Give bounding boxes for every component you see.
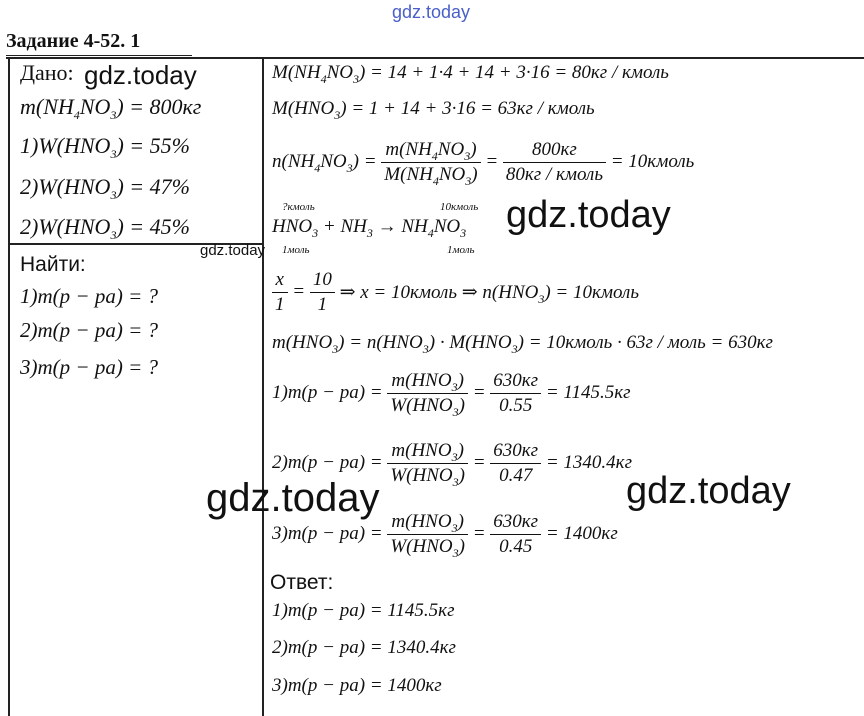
given-label: Дано: — [20, 60, 74, 85]
reaction-below-right: 1моль — [447, 244, 475, 256]
task-title: Задание 4-52. 1 — [6, 30, 141, 52]
solution-3-equation: 3)m(p − pa) = $\frac{m(HNO_3)}{W(HNO_3)}$ = $\frac{630кг}{0.45}$ = 1400кг — [272, 510, 618, 560]
table-divider-vertical — [262, 57, 264, 716]
solution-2-equation: 2)m(p − pa) = $\frac{m(HNO_3)}{W(HNO_3)}$ = $\frac{630кг}{0.47}$ = 1340.4кг — [272, 439, 632, 489]
solution-1-equation: 1)m(p − pa) = $\frac{m(HNO_3)}{W(HNO_3)}$ = $\frac{630кг}{0.55}$ = 1145.5кг — [272, 369, 631, 419]
title-underline — [6, 55, 192, 56]
amount-nh4no3-equation: $n(NH_4NO_3)$ = $\frac{m(NH_4NO_3)}{M(NH_4NO_3)}$ = $\frac{800кг}{\text{80кг / кмоль}}$ = 10кмоль — [272, 138, 695, 188]
proportion-equation: $\frac{x}{1}$ = $\frac{10}{1}$ ⇒ x = 10кмоль ⇒ $n(HNO_3)$ = 10кмоль — [272, 266, 639, 318]
given-w2: $2)W(HNO_3) = 47\%$ — [20, 174, 190, 202]
reaction-below-left: 1моль — [282, 244, 310, 256]
answer-1: 1)m(p − pa) = 1145.5кг — [272, 600, 455, 621]
watermark-left-big: gdz.today — [206, 476, 380, 520]
reaction-above-left: ?кмоль — [282, 201, 315, 213]
find-label: Найти: — [20, 253, 86, 276]
watermark-given: gdz.today — [84, 60, 197, 90]
answer-2: 2)m(p − pa) = 1340.4кг — [272, 637, 456, 658]
given-w3: $2)W(HNO_3) = 45\%$ — [20, 214, 190, 242]
watermark-reaction: gdz.today — [506, 194, 671, 236]
table-top-border — [6, 57, 864, 59]
answer-3: 3)m(p − pa) = 1400кг — [272, 675, 442, 696]
table-left-border — [8, 57, 10, 716]
mass-hno3-equation: $m(HNO_3) = n(HNO_3) \cdot M(HNO_3)$ = 10кмоль · 63г / моль = 630кг — [272, 332, 773, 356]
find-q1: 1)m(p − pa) = ? — [20, 284, 158, 308]
watermark-top: gdz.today — [392, 2, 471, 22]
molar-mass-hno3: $M(HNO_3) = 1 + 14 + 3\cdot 16 = 63кг$ / кмоль — [272, 98, 595, 122]
answer-label: Ответ: — [270, 571, 334, 594]
reaction-above-right: 10кмоль — [440, 201, 479, 213]
find-q2: 2)m(p − pa) = ? — [20, 318, 158, 342]
watermark-mid-small: gdz.today — [200, 242, 266, 259]
given-w1: $1)W(HNO_3) = 55\%$ — [20, 133, 190, 161]
given-mass: $m(NH_4NO_3) = 800кг$ — [20, 94, 202, 122]
find-q3: 3)m(p − pa) = ? — [20, 355, 158, 379]
reaction-equation: $HNO_3 + NH_3 \to NH_4NO_3$ — [272, 216, 467, 240]
molar-mass-nh4no3: $M(NH_4NO_3) = 14 + 1\cdot 4 + 14 + 3\cdot 16 = 80кг$ / кмоль — [272, 62, 669, 86]
watermark-right-big: gdz.today — [626, 470, 791, 512]
